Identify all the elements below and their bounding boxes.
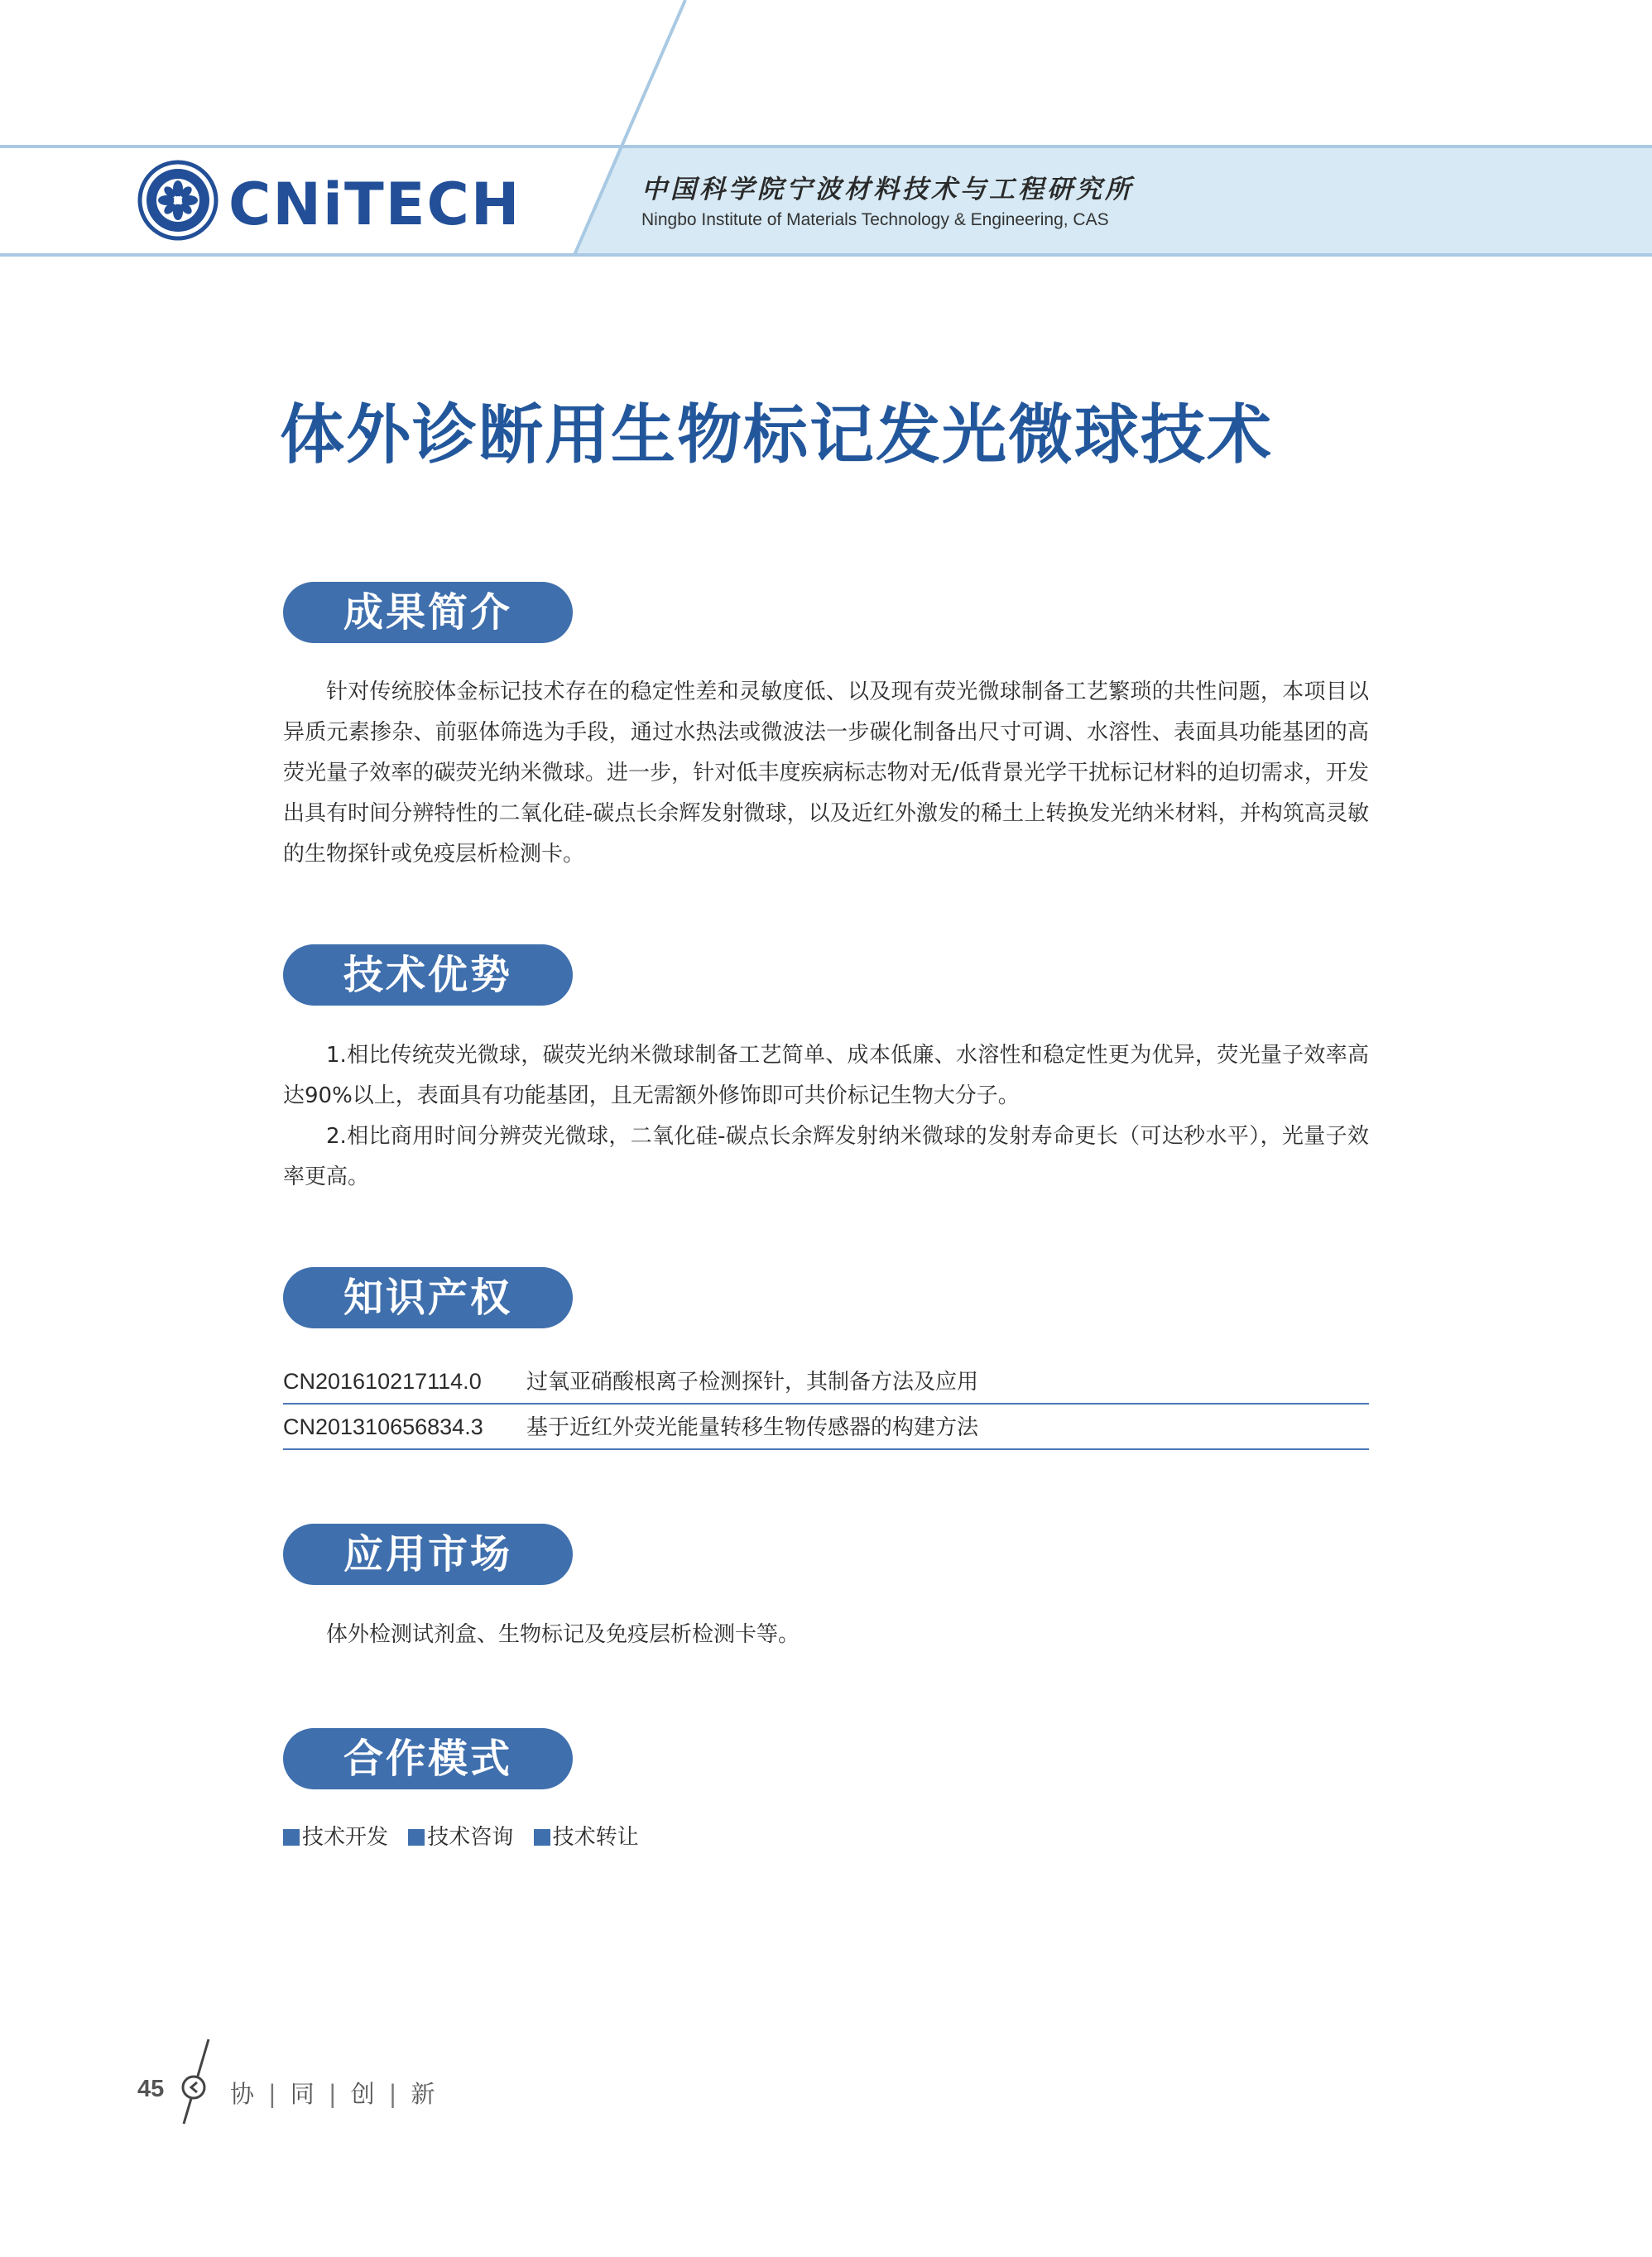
cooperation-item	[408, 1821, 513, 1854]
section-heading-cooperation: 合作模式	[283, 1728, 573, 1789]
section-heading-advantages: 技术优势	[283, 944, 573, 1006]
institute-name-en: Ningbo Institute of Materials Technology & Engineering, CAS	[641, 210, 1109, 229]
cooperation-item	[283, 1821, 388, 1854]
ip-table-row	[283, 1405, 1369, 1450]
institute-name-cn: 中国科学院宁波材料技术与工程研究所	[641, 175, 1134, 204]
page-title: 体外诊断用生物标记发光微球技术	[280, 398, 1274, 473]
patent-title: 过氧亚硝酸根离子检测探针，其制备方法及应用	[526, 1370, 979, 1395]
footer-slogan	[230, 2076, 435, 2110]
page-marker-icon	[166, 2036, 223, 2127]
cooperation-item	[534, 1821, 639, 1854]
patent-number: CN201610217114.0	[283, 1369, 482, 1394]
advantage-item: 2.相比商用时间分辨荧光微球，二氧化硅-碳点长余辉发射纳米微球的发射寿命更长（可达秒水平），光量子效率更高。	[283, 1124, 1369, 1189]
patent-number: CN201310656834.3	[283, 1414, 483, 1439]
advantage-item: 1.相比传统荧光微球，碳荧光纳米微球制备工艺简单、成本低廉、水溶性和稳定性更为优异，荧光量子效率高达90%以上，表面具有功能基团，且无需额外修饰即可共价标记生物大分子。	[283, 1043, 1369, 1108]
cas-emblem-icon	[140, 162, 216, 238]
ip-table-row	[283, 1360, 1369, 1405]
slogan-divider: |	[268, 2080, 277, 2108]
market-paragraph: 体外检测试剂盒、生物标记及免疫层析检测卡等。	[326, 1622, 800, 1647]
square-bullet-icon	[408, 1829, 425, 1846]
section-heading-intro: 成果简介	[283, 582, 573, 643]
slogan-char: 同	[290, 2080, 315, 2108]
section-heading-market: 应用市场	[283, 1524, 573, 1585]
intro-paragraph: 针对传统胶体金标记技术存在的稳定性差和灵敏度低、以及现有荧光微球制备工艺繁琐的共性问题，本项目以异质元素掺杂、前驱体筛选为手段，通过水热法或微波法一步碳化制备出尺寸可调、水溶性、表面具功能基团的高荧光量子效率的碳荧光纳米微球。进一步，针对低丰度疾病标志物对无/低背景光学干扰标记材料的迫切需求，开发出具有时间分辨特性的二氧化硅-碳点长余辉发射微球，以及近红外激发的稀土上转换发光纳米材料，并构筑高灵敏的生物探针或免疫层析检测卡。	[283, 680, 1369, 867]
cooperation-label: 技术咨询	[427, 1825, 514, 1850]
slogan-char: 创	[350, 2080, 376, 2108]
cooperation-label: 技术开发	[302, 1825, 389, 1850]
page-number: 45	[137, 2076, 165, 2102]
slogan-char: 协	[230, 2080, 256, 2108]
square-bullet-icon	[534, 1829, 550, 1846]
cnitech-logo-text: CNiTECH	[228, 170, 521, 238]
square-bullet-icon	[283, 1829, 300, 1846]
slogan-divider: |	[388, 2080, 398, 2108]
patent-title: 基于近红外荧光能量转移生物传感器的构建方法	[526, 1415, 979, 1440]
slogan-divider: |	[328, 2080, 338, 2108]
slogan-char: 新	[411, 2080, 436, 2108]
section-heading-ip: 知识产权	[283, 1267, 573, 1328]
cooperation-label: 技术转让	[552, 1825, 639, 1850]
cooperation-list	[283, 1821, 652, 1854]
